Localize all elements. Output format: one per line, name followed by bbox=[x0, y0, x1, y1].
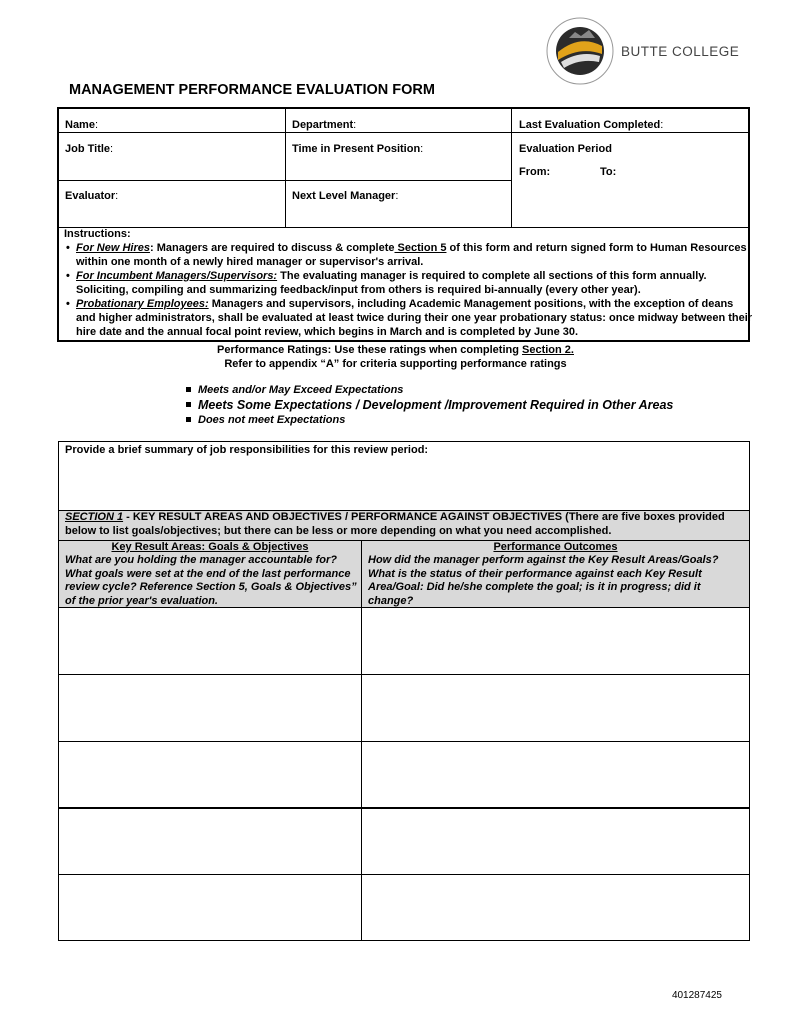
job-title-field[interactable]: Job Title: bbox=[65, 143, 114, 155]
outcome-cell-1[interactable] bbox=[361, 607, 750, 675]
summary-prompt: Provide a brief summary of job responsibilities for this review period: bbox=[65, 444, 429, 456]
header-divider bbox=[285, 107, 286, 227]
square-bullet-icon bbox=[186, 402, 191, 407]
col1-header: Key Result Areas: Goals & Objectives bbox=[111, 541, 309, 553]
outcome-cell-2[interactable] bbox=[361, 674, 750, 742]
outcome-cell-3[interactable] bbox=[361, 741, 750, 809]
form-title: MANAGEMENT PERFORMANCE EVALUATION FORM bbox=[69, 82, 435, 98]
square-bullet-icon bbox=[186, 417, 191, 422]
document-number: 401287425 bbox=[671, 990, 722, 1001]
name-field[interactable]: Name: bbox=[65, 119, 99, 131]
rating-meets: Meets and/or May Exceed Expectations bbox=[186, 384, 403, 396]
instructions-heading: Instructions: bbox=[64, 228, 131, 240]
evaluation-period-label: Evaluation Period bbox=[519, 143, 612, 155]
evaluator-field[interactable]: Evaluator: bbox=[65, 190, 119, 202]
section1-title: SECTION 1 - KEY RESULT AREAS AND OBJECTIVES / PERFORMANCE AGAINST OBJECTIVES (There are five boxes provided below to list goals/objectives; but there can be less or more depending on what you need accomplished. bbox=[65, 511, 725, 537]
instruction-new-hires: • For New Hires: Managers are required to discuss & complete Section 5 of this form and return signed form to Human Resources within one month of a newly hired manager or supervisor's arrival. bbox=[64, 241, 754, 269]
next-level-manager-field[interactable]: Next Level Manager: bbox=[292, 190, 399, 202]
brand-name: BUTTE COLLEGE bbox=[621, 44, 740, 59]
college-seal bbox=[547, 18, 613, 84]
instruction-incumbent: • For Incumbent Managers/Supervisors: The evaluating manager is required to complete all sections of this form annually. Soliciting, compiling and summarizing feedback/input from others is required bi-annually (every other year). bbox=[64, 269, 754, 297]
header-divider bbox=[57, 180, 511, 181]
instructions bbox=[64, 227, 754, 339]
time-in-position-field[interactable]: Time in Present Position: bbox=[292, 143, 424, 155]
from-field[interactable]: From: bbox=[519, 166, 551, 178]
col1-description: What are you holding the manager accountable for? What goals were set at the end of the last performance review cycle? Reference Section 5, Goals & Objectives” of the prior year's evaluation. bbox=[65, 554, 357, 607]
ratings-line-2: Refer to appendix “A” for criteria supporting performance ratings bbox=[224, 358, 567, 370]
instruction-probationary: • Probationary Employees: Managers and supervisors, including Academic Management positions, with the exception of deans and higher administrators, shall be evaluated at least twice during their one year probationary status: once midway between their hire date and the annual focal point review, which begins in March and is completed by June 30. bbox=[64, 297, 754, 339]
last-evaluation-field[interactable]: Last Evaluation Completed: bbox=[519, 119, 664, 131]
outcome-cell-4[interactable] bbox=[361, 807, 750, 875]
ratings-line-1: Performance Ratings: Use these ratings when completing Section 2. bbox=[217, 344, 574, 356]
col2-description: How did the manager perform against the Key Result Areas/Goals? What is the status of their performance against each Key Result Area/Goal: Did he/she complete the goal; is it in progress; did it change? bbox=[368, 554, 719, 607]
goal-cell-4[interactable] bbox=[58, 807, 362, 875]
rating-meets-some: Meets Some Expectations / Development /Improvement Required in Other Areas bbox=[186, 398, 673, 412]
goal-cell-3[interactable] bbox=[58, 741, 362, 809]
goal-cell-2[interactable] bbox=[58, 674, 362, 742]
rating-does-not-meet: Does not meet Expectations bbox=[186, 414, 345, 426]
square-bullet-icon bbox=[186, 387, 191, 392]
goal-cell-5[interactable] bbox=[58, 874, 362, 941]
to-field[interactable]: To: bbox=[600, 166, 617, 178]
department-field[interactable]: Department: bbox=[292, 119, 357, 131]
outcome-cell-5[interactable] bbox=[361, 874, 750, 941]
col2-header: Performance Outcomes bbox=[493, 541, 618, 553]
header-divider bbox=[511, 107, 512, 227]
header-divider bbox=[57, 132, 750, 133]
goal-cell-1[interactable] bbox=[58, 607, 362, 675]
